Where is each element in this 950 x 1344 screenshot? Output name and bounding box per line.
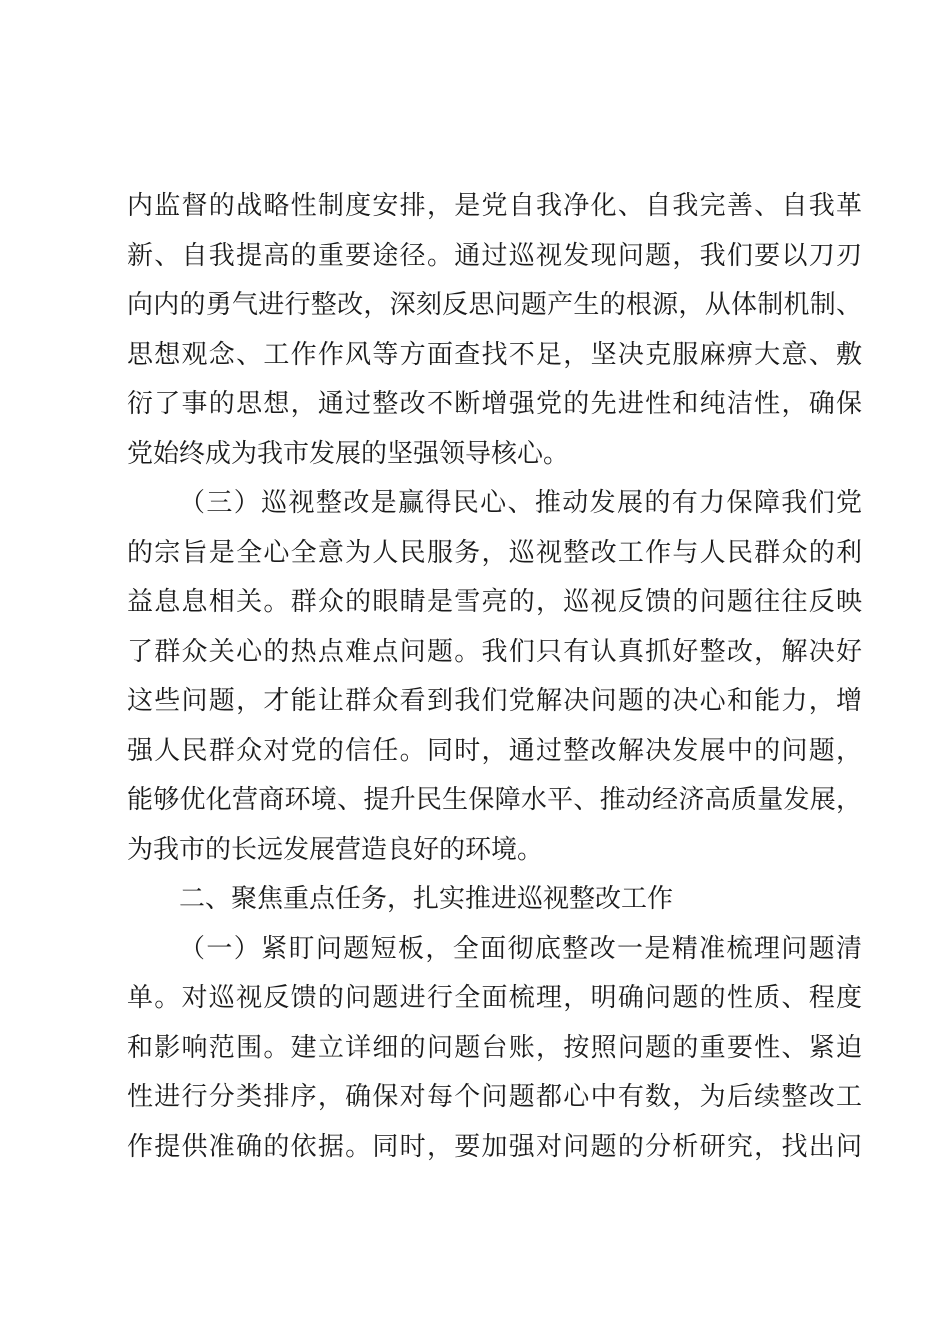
text-line: 新、自我提高的重要途径。通过巡视发现问题，我们要以刀刃	[127, 240, 862, 271]
text-line: 强人民群众对党的信任。同时，通过整改解决发展中的问题，	[127, 735, 862, 766]
text-line: 性进行分类排序，确保对每个问题都心中有数，为后续整改工	[127, 1082, 862, 1112]
text-line: 二、聚焦重点任务，扎实推进巡视整改工作	[179, 884, 674, 914]
text-line: （一）紧盯问题短板，全面彻底整改一是精准梳理问题清	[179, 933, 862, 964]
text-line: 党始终成为我市发展的坚强领导核心。	[127, 438, 570, 469]
text-line: 思想观念、工作作风等方面查找不足，坚决克服麻痹大意、敷	[127, 339, 862, 370]
text-line: 和影响范围。建立详细的问题台账，按照问题的重要性、紧迫	[127, 1032, 862, 1063]
text-line: 单。对巡视反馈的问题进行全面梳理，明确问题的性质、程度	[127, 983, 862, 1013]
text-line: 为我市的长远发展营造良好的环境。	[127, 834, 544, 865]
text-line: 向内的勇气进行整改，深刻反思问题产生的根源，从体制机制、	[127, 290, 862, 320]
text-line: 这些问题，才能让群众看到我们党解决问题的决心和能力，增	[127, 686, 862, 716]
text-line: 益息息相关。群众的眼睛是雪亮的，巡视反馈的问题往往反映	[127, 587, 862, 617]
text-line: 了群众关心的热点难点问题。我们只有认真抓好整改，解决好	[127, 636, 862, 667]
body-text	[127, 182, 862, 1172]
text-line: （三）巡视整改是赢得民心、推动发展的有力保障我们党	[179, 488, 862, 518]
text-line: 内监督的战略性制度安排，是党自我净化、自我完善、自我革	[127, 191, 862, 221]
text-line: 能够优化营商环境、提升民生保障水平、推动经济高质量发展，	[127, 785, 862, 815]
text-line: 衍了事的思想，通过整改不断增强党的先进性和纯洁性，确保	[127, 389, 862, 419]
text-line: 的宗旨是全心全意为人民服务，巡视整改工作与人民群众的利	[127, 537, 862, 568]
text-line: 作提供准确的依据。同时，要加强对问题的分析研究，找出问	[127, 1131, 862, 1162]
